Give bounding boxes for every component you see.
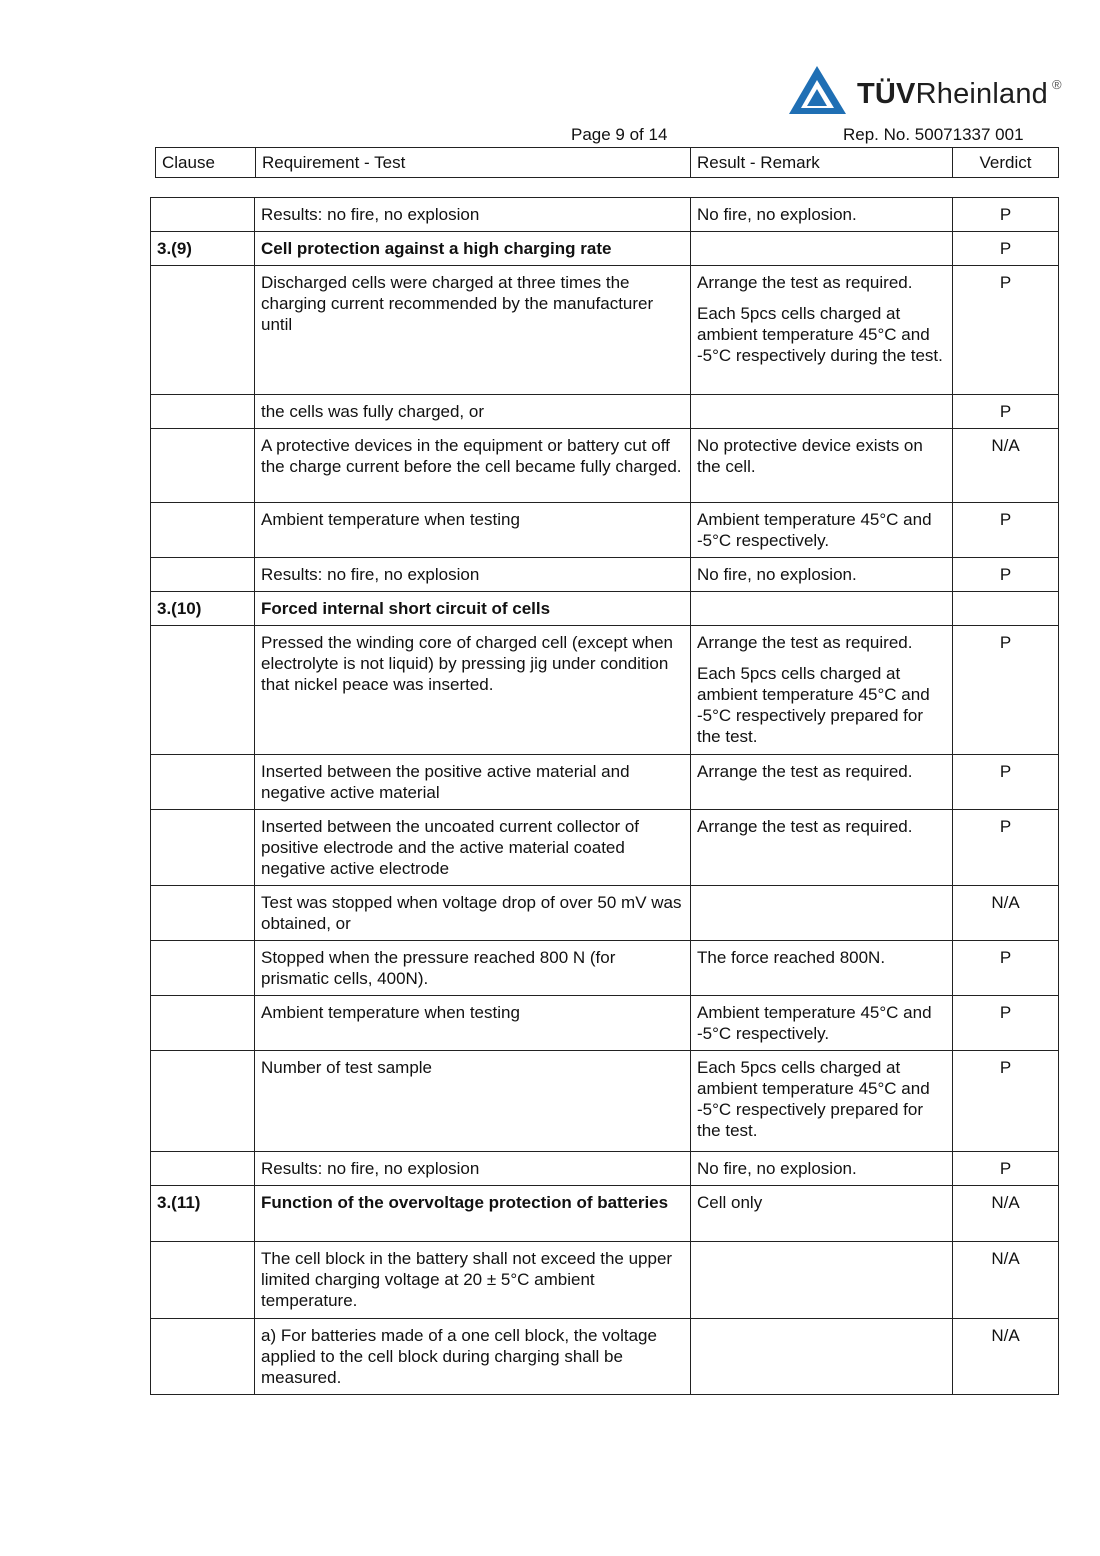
- column-header-clause: Clause: [156, 148, 256, 178]
- result-remark-cell: [691, 886, 953, 941]
- result-remark-cell: [691, 1319, 953, 1395]
- requirement-cell: Number of test sample: [255, 1051, 691, 1152]
- table-row: [151, 592, 1059, 626]
- table-row: [151, 503, 1059, 558]
- result-remark-cell: [691, 266, 953, 395]
- tuv-triangle-icon: [788, 64, 848, 116]
- remark-text: Each 5pcs cells charged at ambient temperature 45°C and -5°C respectively prepared for the test.: [697, 1058, 930, 1140]
- remark-text: No fire, no explosion.: [697, 1159, 857, 1178]
- verdict-cell: [953, 592, 1059, 626]
- requirement-cell: Discharged cells were charged at three times the charging current recommended by the manufacturer until: [255, 266, 691, 395]
- remark-text: Each 5pcs cells charged at ambient temperature 45°C and -5°C respectively prepared for the test.: [697, 664, 930, 746]
- verdict-cell: N/A: [953, 1319, 1059, 1395]
- requirement-cell: a) For batteries made of a one cell block, the voltage applied to the cell block during charging shall be measured.: [255, 1319, 691, 1395]
- verdict-cell: P: [953, 503, 1059, 558]
- clause-cell: [151, 1152, 255, 1186]
- requirement-cell: Test was stopped when voltage drop of over 50 mV was obtained, or: [255, 886, 691, 941]
- table-row: [151, 232, 1059, 266]
- remark-text: Arrange the test as required.: [697, 817, 913, 836]
- verdict-cell: P: [953, 266, 1059, 395]
- requirement-cell: Stopped when the pressure reached 800 N (for prismatic cells, 400N).: [255, 941, 691, 996]
- clause-cell: [151, 886, 255, 941]
- clause-cell: [151, 266, 255, 395]
- remark-text: No protective device exists on the cell.: [697, 436, 923, 476]
- clause-cell: [151, 503, 255, 558]
- table-row: [151, 198, 1059, 232]
- table-row: [151, 1051, 1059, 1152]
- logo-wordmark-suffix: Rheinland: [915, 78, 1049, 110]
- table-row: [151, 395, 1059, 429]
- clause-cell: 3.(9): [151, 232, 255, 266]
- verdict-cell: P: [953, 1051, 1059, 1152]
- column-header-row: [156, 148, 1059, 178]
- table-row: [151, 429, 1059, 503]
- verdict-cell: P: [953, 198, 1059, 232]
- verdict-cell: P: [953, 626, 1059, 755]
- clause-cell: [151, 810, 255, 886]
- table-row: [151, 755, 1059, 810]
- remark-text: Arrange the test as required.: [697, 762, 913, 781]
- verdict-cell: N/A: [953, 1186, 1059, 1242]
- requirement-cell: Inserted between the positive active material and negative active material: [255, 755, 691, 810]
- result-remark-cell: [691, 395, 953, 429]
- remark-text: The force reached 800N.: [697, 948, 886, 967]
- verdict-cell: P: [953, 395, 1059, 429]
- verdict-cell: P: [953, 755, 1059, 810]
- result-remark-cell: [691, 503, 953, 558]
- clause-cell: [151, 626, 255, 755]
- result-remark-cell: [691, 1152, 953, 1186]
- verdict-cell: P: [953, 232, 1059, 266]
- clause-cell: [151, 1242, 255, 1319]
- table-row: [151, 810, 1059, 886]
- requirement-cell: Cell protection against a high charging rate: [255, 232, 691, 266]
- result-remark-cell: [691, 1051, 953, 1152]
- clause-cell: [151, 429, 255, 503]
- table-row: [151, 996, 1059, 1051]
- column-header-table: [155, 147, 1059, 178]
- clause-cell: [151, 1051, 255, 1152]
- table-row: [151, 266, 1059, 395]
- requirement-cell: A protective devices in the equipment or battery cut off the charge current before the cell became fully charged.: [255, 429, 691, 503]
- verdict-cell: N/A: [953, 429, 1059, 503]
- logo-wordmark-prefix: TÜV: [857, 78, 916, 110]
- verdict-cell: P: [953, 810, 1059, 886]
- clause-cell: [151, 996, 255, 1051]
- test-results-table: [150, 197, 1059, 1395]
- requirement-cell: the cells was fully charged, or: [255, 395, 691, 429]
- column-header-verdict: Verdict: [953, 148, 1059, 178]
- result-remark-cell: [691, 1186, 953, 1242]
- remark-text: Arrange the test as required.: [697, 273, 913, 292]
- test-results-body: [151, 198, 1059, 1395]
- logo-wordmark: [857, 78, 1048, 111]
- verdict-cell: N/A: [953, 1242, 1059, 1319]
- clause-cell: [151, 1319, 255, 1395]
- table-row: [151, 886, 1059, 941]
- result-remark-cell: [691, 1242, 953, 1319]
- result-remark-cell: [691, 558, 953, 592]
- remark-text: Cell only: [697, 1193, 763, 1212]
- verdict-cell: P: [953, 996, 1059, 1051]
- tuv-rheinland-logo: [788, 64, 1078, 120]
- result-remark-cell: [691, 755, 953, 810]
- clause-cell: [151, 941, 255, 996]
- requirement-cell: Ambient temperature when testing: [255, 996, 691, 1051]
- clause-cell: [151, 755, 255, 810]
- column-header-result: Result - Remark: [691, 148, 953, 178]
- requirement-cell: Ambient temperature when testing: [255, 503, 691, 558]
- clause-cell: [151, 395, 255, 429]
- requirement-cell: Forced internal short circuit of cells: [255, 592, 691, 626]
- table-row: [151, 1319, 1059, 1395]
- column-header-requirement: Requirement - Test: [256, 148, 691, 178]
- requirement-cell: Results: no fire, no explosion: [255, 558, 691, 592]
- result-remark-cell: [691, 626, 953, 755]
- page-number: Page 9 of 14: [571, 125, 668, 144]
- requirement-cell: Results: no fire, no explosion: [255, 198, 691, 232]
- remark-text: No fire, no explosion.: [697, 565, 857, 584]
- table-row: [151, 626, 1059, 755]
- result-remark-cell: [691, 592, 953, 626]
- table-row: [151, 1186, 1059, 1242]
- remark-text: No fire, no explosion.: [697, 205, 857, 224]
- table-row: [151, 941, 1059, 996]
- registered-mark: ®: [1052, 77, 1062, 92]
- requirement-cell: The cell block in the battery shall not exceed the upper limited charging voltage at 20 ± 5°C ambient temperature.: [255, 1242, 691, 1319]
- requirement-cell: Inserted between the uncoated current collector of positive electrode and the active material coated negative active electrode: [255, 810, 691, 886]
- remark-text: Ambient temperature 45°C and -5°C respectively.: [697, 1003, 932, 1043]
- result-remark-cell: [691, 996, 953, 1051]
- result-remark-cell: [691, 198, 953, 232]
- requirement-cell: Results: no fire, no explosion: [255, 1152, 691, 1186]
- verdict-cell: N/A: [953, 886, 1059, 941]
- clause-cell: 3.(11): [151, 1186, 255, 1242]
- verdict-cell: P: [953, 1152, 1059, 1186]
- result-remark-cell: [691, 429, 953, 503]
- verdict-cell: P: [953, 558, 1059, 592]
- table-row: [151, 558, 1059, 592]
- remark-text: Each 5pcs cells charged at ambient temperature 45°C and -5°C respectively during the test.: [697, 304, 943, 365]
- clause-cell: [151, 558, 255, 592]
- result-remark-cell: [691, 232, 953, 266]
- table-row: [151, 1152, 1059, 1186]
- result-remark-cell: [691, 941, 953, 996]
- remark-text: Ambient temperature 45°C and -5°C respectively.: [697, 510, 932, 550]
- table-row: [151, 1242, 1059, 1319]
- remark-text: Arrange the test as required.: [697, 633, 913, 652]
- requirement-cell: Pressed the winding core of charged cell (except when electrolyte is not liquid) by pressing jig under condition that nickel peace was inserted.: [255, 626, 691, 755]
- requirement-cell: Function of the overvoltage protection of batteries: [255, 1186, 691, 1242]
- clause-cell: 3.(10): [151, 592, 255, 626]
- report-number: Rep. No. 50071337 001: [843, 125, 1024, 144]
- clause-cell: [151, 198, 255, 232]
- verdict-cell: P: [953, 941, 1059, 996]
- result-remark-cell: [691, 810, 953, 886]
